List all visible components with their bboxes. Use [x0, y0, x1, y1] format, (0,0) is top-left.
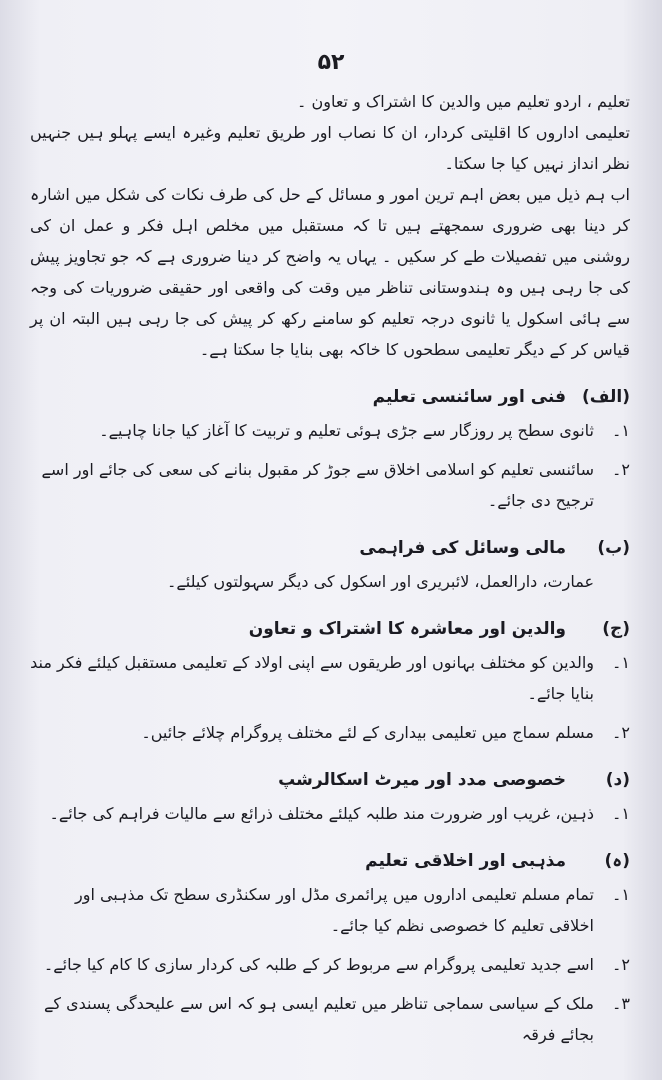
section-heading — [30, 611, 630, 647]
section-letter: (الف) — [582, 386, 630, 407]
list-item — [30, 879, 630, 941]
section-scholarship — [30, 762, 630, 829]
list-item — [30, 566, 630, 597]
item-number: ٢۔ — [612, 955, 630, 974]
section-financial-resources — [30, 530, 630, 597]
section-title: مالی وسائل کی فراہمی — [359, 537, 566, 558]
item-text: ثانوی سطح پر روزگار سے جڑی ہوئی تعلیم و تربیت کا آغاز کیا جانا چاہیے۔ — [99, 421, 594, 440]
item-text: ملک کے سیاسی سماجی تناظر میں تعلیم ایسی ہو کہ اس سے علیحدگی پسندی کے بجائے فرقہ — [44, 994, 594, 1044]
list-item — [30, 717, 630, 748]
intro-line: تعلیم ، اردو تعلیم میں والدین کا اشتراک و تعاون ۔ — [297, 92, 630, 111]
item-number: ١۔ — [612, 421, 630, 440]
intro-paragraph: تعلیمی اداروں کا اقلیتی کردار، ان کا نصاب اور طریق تعلیم وغیرہ ایسے پہلو ہیں جنہیں نظر انداز نہیں کیا جا سکتا۔ — [30, 123, 630, 173]
section-title: والدین اور معاشرہ کا اشتراک و تعاون — [248, 618, 566, 639]
page-content — [30, 86, 630, 1050]
section-religious-education — [30, 843, 630, 1050]
item-number: ٣۔ — [612, 994, 630, 1013]
list-item — [30, 454, 630, 516]
list-item — [30, 949, 630, 980]
item-number: ١۔ — [612, 653, 630, 672]
section-letter: (ب) — [597, 537, 630, 558]
list-item — [30, 415, 630, 446]
item-text: ذہین، غریب اور ضرورت مند طلبہ کیلئے مختلف ذرائع سے مالیات فراہم کی جائے۔ — [49, 804, 594, 823]
item-text: سائنسی تعلیم کو اسلامی اخلاق سے جوڑ کر مقبول بنانے کی سعی کی جائے اور اسے ترجیح دی جائے۔ — [41, 460, 594, 510]
section-parents-community — [30, 611, 630, 748]
item-text: مسلم سماج میں تعلیمی بیداری کے لئے مختلف پروگرام چلائے جائیں۔ — [141, 723, 594, 742]
item-text: تمام مسلم تعلیمی اداروں میں پرائمری مڈل اور سکنڈری سطح تک مذہبی اور اخلاقی تعلیم کا خصوصی نظم کیا جائے۔ — [74, 885, 594, 935]
item-number: ١۔ — [612, 804, 630, 823]
section-letter: (ج) — [602, 618, 630, 639]
section-title: فنی اور سائنسی تعلیم — [372, 386, 566, 407]
item-text: عمارت، دارالعمل، لائبریری اور اسکول کی دیگر سہولتوں کیلئے۔ — [167, 572, 594, 591]
page-number: ۵۲ — [317, 50, 345, 75]
section-technical-education — [30, 379, 630, 516]
section-letter: (ہ) — [604, 850, 630, 871]
item-text: اسے جدید تعلیمی پروگرام سے مربوط کر کے طلبہ کی کردار سازی کا کام کیا جائے۔ — [43, 955, 594, 974]
item-number: ١۔ — [612, 885, 630, 904]
list-item — [30, 798, 630, 829]
section-heading — [30, 379, 630, 415]
intro-paragraph: اب ہم ذیل میں بعض اہم ترین امور و مسائل کے حل کی طرف نکات کی شکل میں اشارہ کر دینا بھی ضروری سمجھتے ہیں تا کہ مستقبل میں مخلص اہل فکر و عمل ان کی روشنی میں تفصیلات طے کر سکیں ۔ یہاں یہ واضح کر دینا ضروری ہے کہ جو تجاویز پیش کی جا رہی ہیں وہ ہندوستانی تناظر میں وقت کی واقعی اور حقیقی ضروریات کی وجہ سے ہائی اسکول یا ثانوی درجہ تعلیم کو سامنے رکھ کر پیش کی جا رہی ہیں البتہ ان پر قیاس کر کے دیگر تعلیمی سطحوں کا خاکہ بھی بنایا جا سکتا ہے۔ — [30, 185, 630, 359]
item-number — [594, 566, 630, 597]
item-text: والدین کو مختلف بہانوں اور طریقوں سے اپنی اولاد کے تعلیمی مستقبل کیلئے فکر مند بنایا جائے۔ — [30, 653, 594, 703]
section-letter: (د) — [605, 769, 630, 790]
item-number: ٢۔ — [612, 723, 630, 742]
section-heading — [30, 530, 630, 566]
item-number: ٢۔ — [612, 460, 630, 479]
section-title: خصوصی مدد اور میرٹ اسکالرشپ — [278, 769, 566, 790]
section-heading — [30, 762, 630, 798]
list-item — [30, 988, 630, 1050]
list-item — [30, 647, 630, 709]
section-title: مذہبی اور اخلاقی تعلیم — [365, 850, 566, 871]
section-heading — [30, 843, 630, 879]
